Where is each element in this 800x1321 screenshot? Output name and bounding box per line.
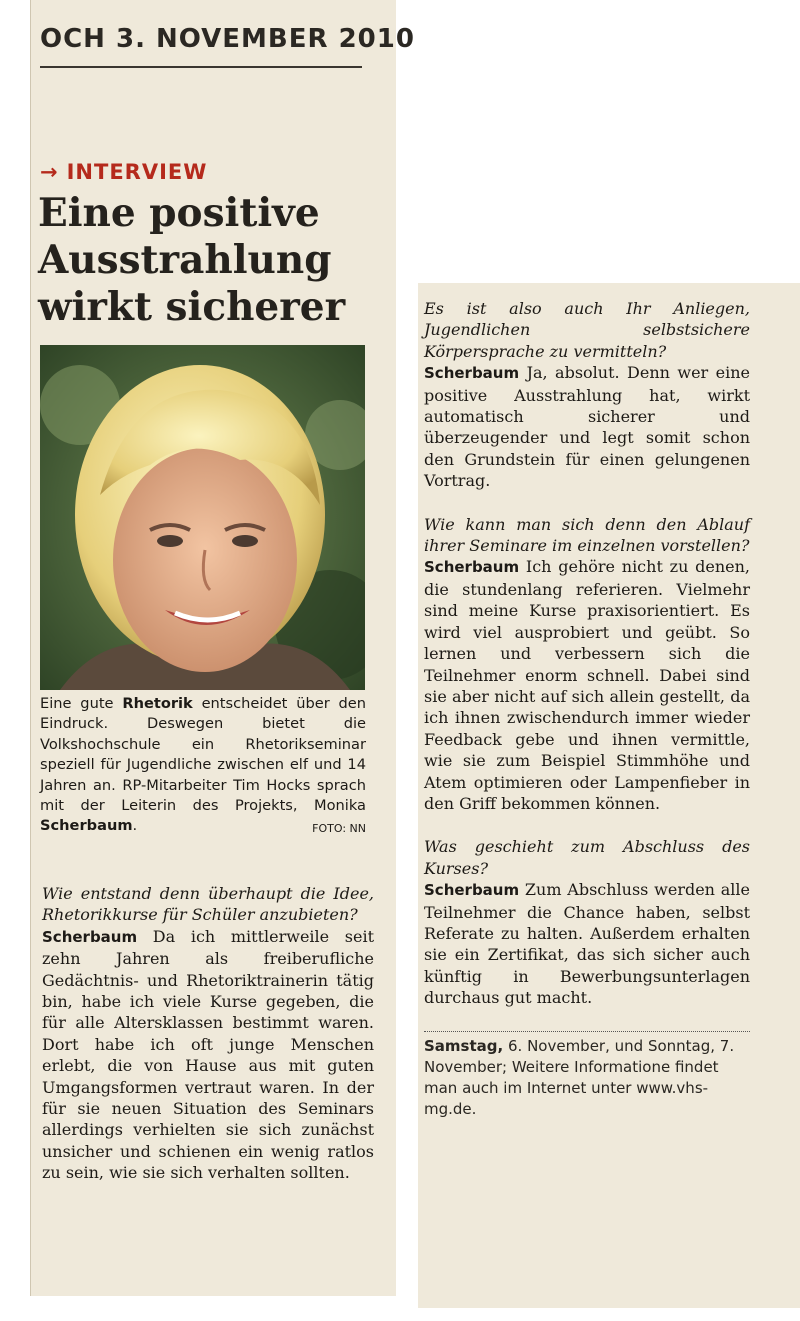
answer-text: Ich gehöre nicht zu denen, die stundenlang referieren. Vielmehr sind meine Kurse praxisorientiert. Es wird viel ausprobiert und geübt. So lernen und verbessern sich die Teilnehmer enorm schnell. Dabei sind sie aber nicht auf sich allein gestellt, da ich ihnen zwischendurch immer wieder Feedback gebe und ihnen vermittle, wie sie zum Beispiel Stimmhöhe und Atem optimieren oder Lampenfieber in den Griff bekommen können. xyxy=(424,557,750,813)
interview-column-left xyxy=(42,883,374,1206)
caption-name: Scherbaum xyxy=(40,817,133,835)
answer-text: Zum Abschluss werden alle Teilnehmer die Chance haben, selbst Referate zu halten. Außerdem erhalten sie ein Zertifikat, das sich sicher auch künftig in Bewerbungsunterlagen durchaus gut macht. xyxy=(424,880,750,1008)
header-rule xyxy=(40,66,362,68)
caption-keyword: Rhetorik xyxy=(122,695,193,712)
speaker-name: Scherbaum xyxy=(424,558,520,577)
issue-date: OCH 3. NOVEMBER 2010 xyxy=(40,24,415,54)
interview-question: Was geschieht zum Abschluss des Kurses? xyxy=(424,837,750,878)
interview-column-right xyxy=(424,298,750,1120)
event-info xyxy=(424,1031,750,1120)
portrait-photo xyxy=(40,345,365,690)
event-info-label: Samstag, xyxy=(424,1036,504,1055)
answer-text: Da ich mittlerweile seit zehn Jahren als freiberufliche Gedächtnis- und Rhetoriktrainerin tätig bin, habe ich viele Kurse gegeben, die für alle Altersklassen bestimmt waren. Dort habe ich oft junge Menschen erlebt, die von Hause aus mit guten Umgangsformen vertraut waren. In der für sie neuen Situation des Seminars allerdings verhielten sie sich zunächst unsicher und schienen ein wenig ratlos zu sein, wie sie sich verhalten sollten. xyxy=(42,926,375,1183)
article-headline: Eine positive Ausstrahlung wirkt sicherer xyxy=(38,190,346,330)
section-kicker xyxy=(40,160,207,184)
portrait-illustration xyxy=(40,345,365,690)
caption-text: . xyxy=(132,817,138,835)
caption-text: Eine gute xyxy=(40,695,123,712)
qa-block xyxy=(424,514,750,815)
arrow-right-icon: → xyxy=(40,160,59,184)
speaker-name: Scherbaum xyxy=(424,364,520,383)
interview-answer xyxy=(424,879,750,1008)
speaker-name: Scherbaum xyxy=(424,881,520,900)
interview-question: Wie kann man sich denn den Ablauf ihrer Seminare im einzelnen vorstellen? xyxy=(424,514,750,556)
speaker-name: Scherbaum xyxy=(42,927,138,946)
interview-question: Wie entstand denn überhaupt die Idee, Rhetorikkurse für Schüler anzubieten? xyxy=(42,884,374,925)
caption-text: entscheidet über den Eindruck. Deswegen bietet die Volkshochschule ein Rhetorikseminar speziell für Jugendliche zwischen elf und 14 Jahren an. RP-Mitarbeiter Tim Hocks sprach mit der Leiterin des Projekts, Monika xyxy=(40,695,366,815)
interview-answer xyxy=(424,362,750,491)
photo-credit: FOTO: NN xyxy=(312,822,366,836)
answer-text: Ja, absolut. Denn wer eine positive Ausstrahlung hat, wirkt automatisch sicherer und überzeugender und legt somit schon den Grundstein für einen gelungenen Vortrag. xyxy=(424,363,750,491)
interview-answer xyxy=(42,926,374,1184)
interview-answer xyxy=(424,556,750,814)
qa-block xyxy=(42,883,374,1184)
kicker-label: INTERVIEW xyxy=(66,160,208,184)
photo-caption xyxy=(40,694,366,840)
event-info-text: 6. November, und Sonntag, 7. November; Weitere Informatione findet man auch im Internet unter www.vhs-mg.de. xyxy=(424,1036,735,1118)
qa-block xyxy=(424,836,750,1008)
qa-block xyxy=(424,298,750,492)
interview-question: Es ist also auch Ihr Anliegen, Jugendlichen selbstsichere Körpersprache zu vermitteln? xyxy=(424,299,750,361)
